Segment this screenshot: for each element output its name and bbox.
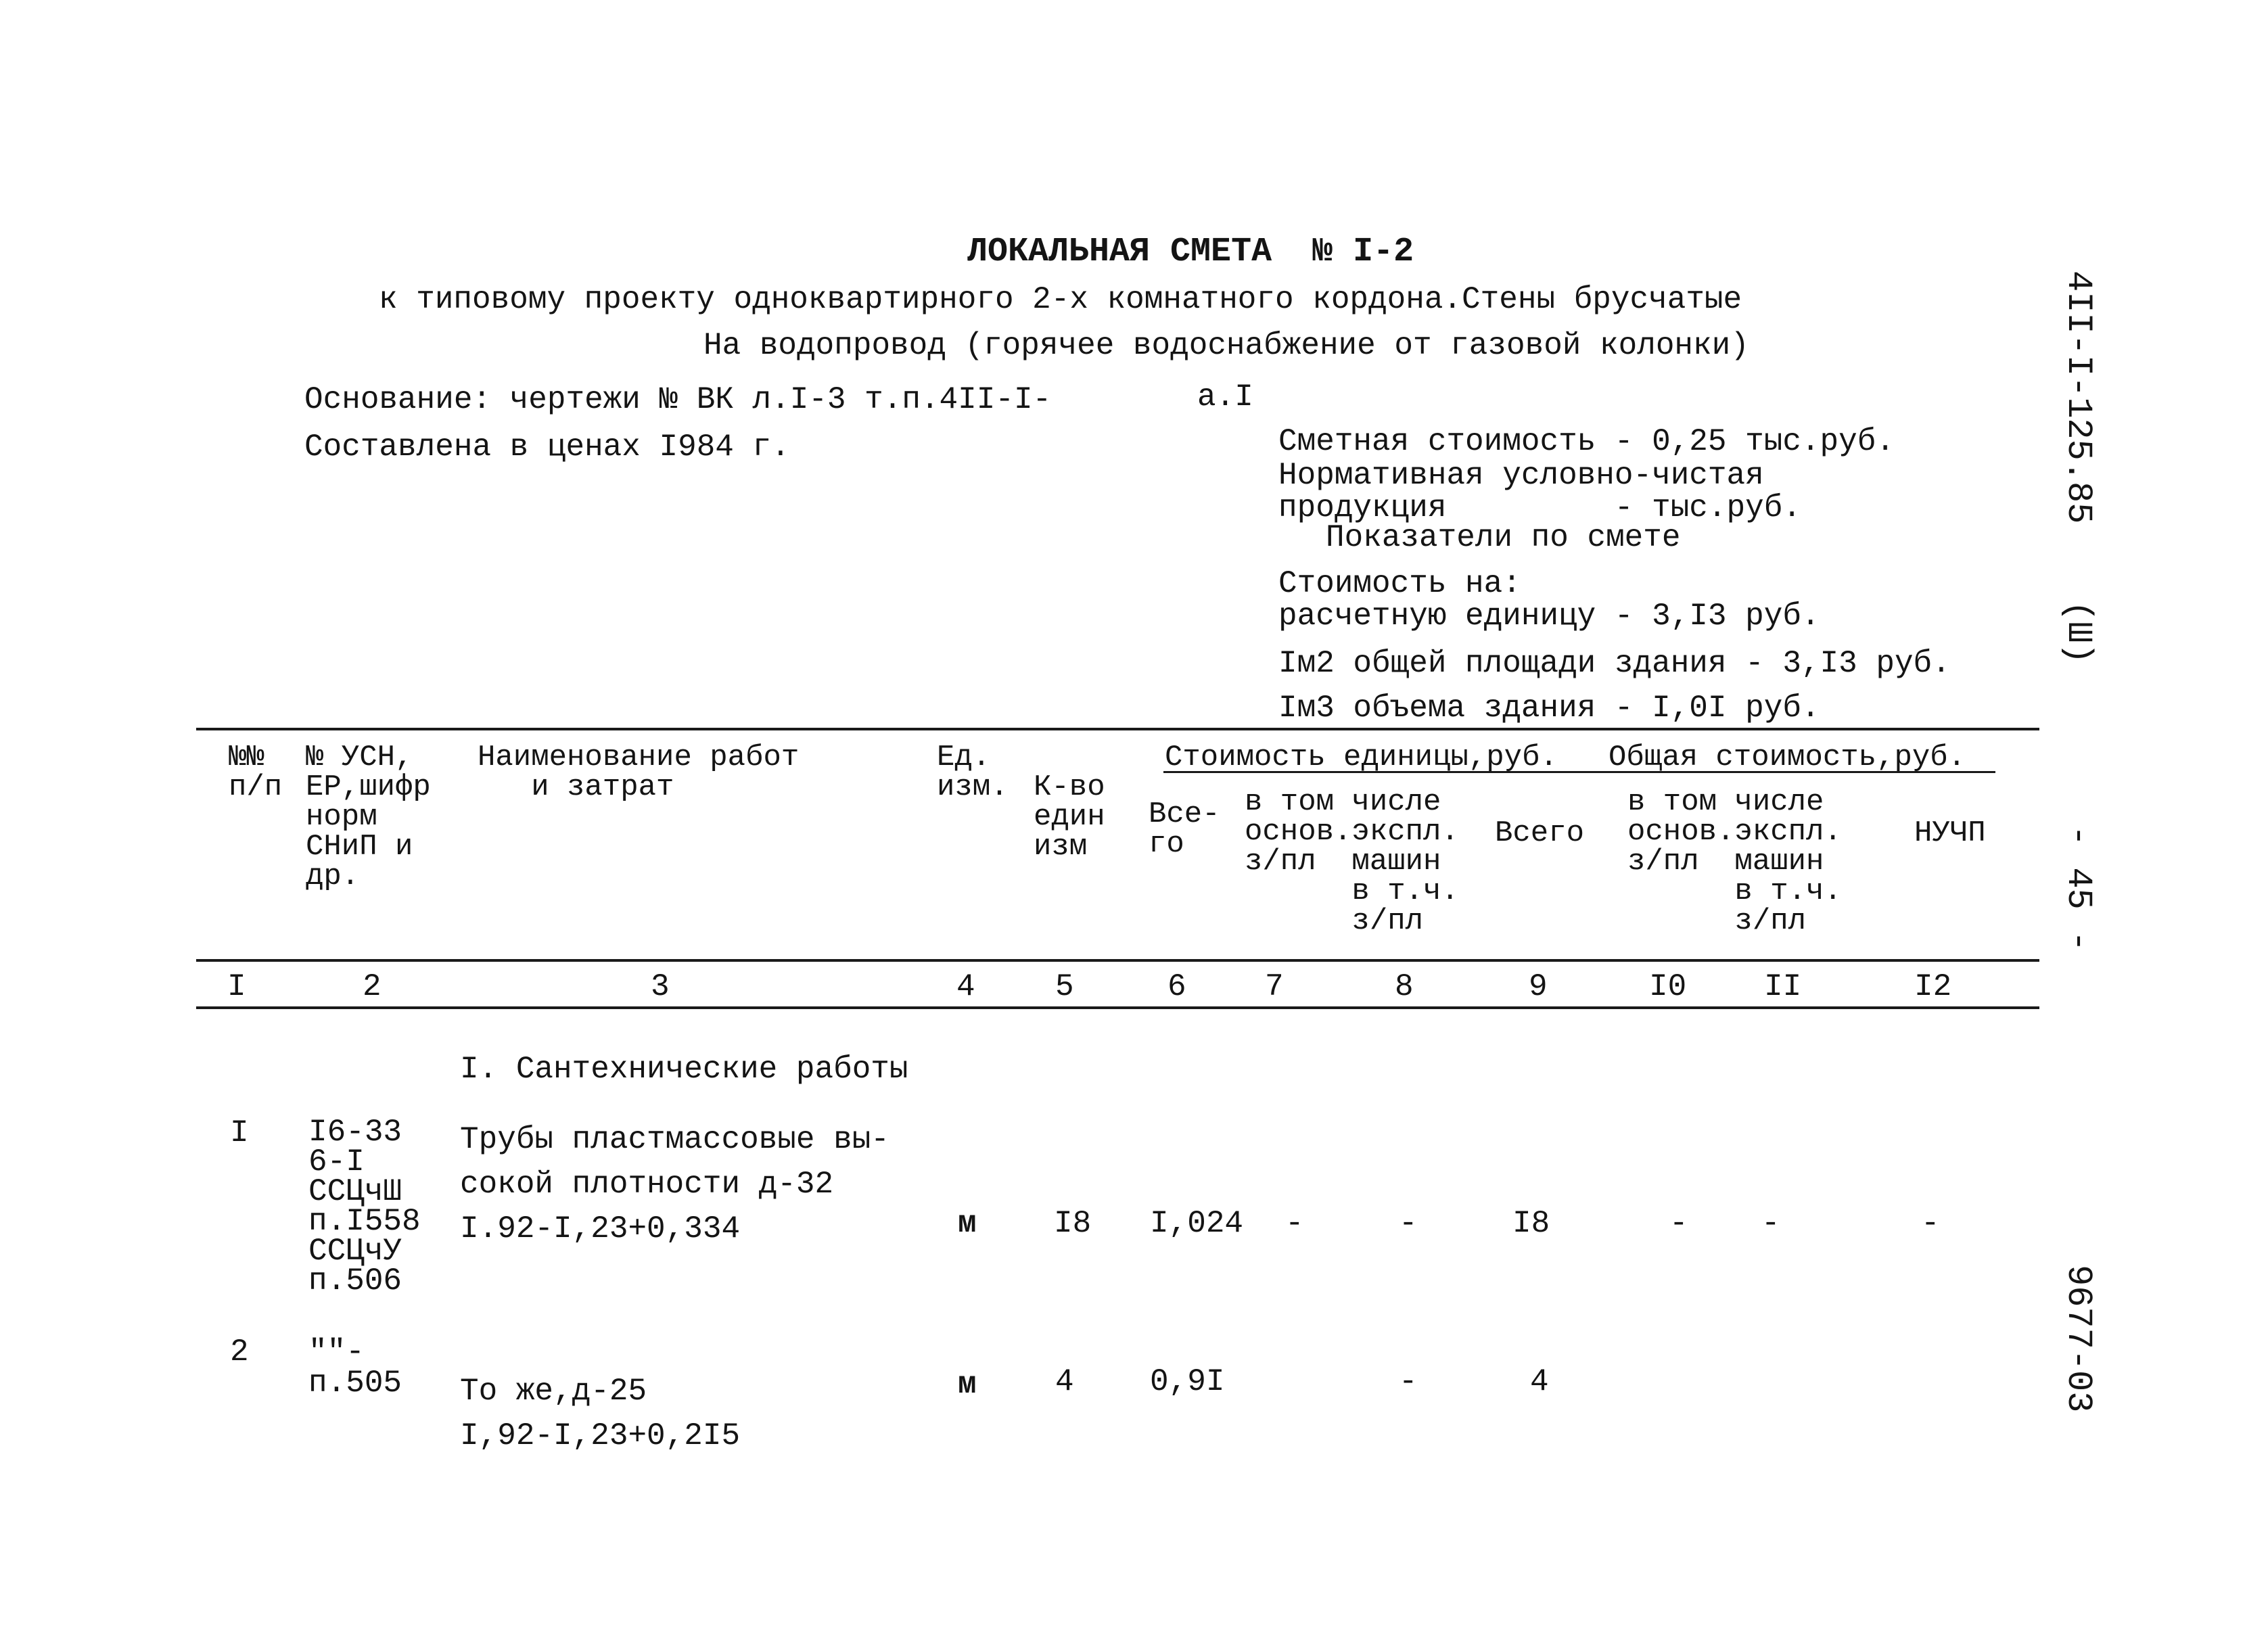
row-unit: м [958, 1367, 977, 1402]
header-unit-cost: Стоимость единицы,руб. [1165, 741, 1558, 774]
header-total-breakdown: в том числе основ.экспл. з/пл машин в т.ч. з/пл [1627, 785, 1842, 938]
estimated-cost: Сметная стоимость - 0,25 тыс.руб. [1278, 424, 1895, 459]
col-number-9: 9 [1529, 969, 1548, 1004]
row-col7: - [1285, 1206, 1304, 1241]
document-part: (Ш) [2058, 601, 2098, 664]
header-row-number: №№ п/п [229, 741, 283, 804]
header-quantity: К-во един изм [1034, 770, 1105, 864]
cost-per-m2: Iм2 общей площади здания - 3,I3 руб. [1278, 646, 1951, 681]
col-number-11: II [1764, 969, 1802, 1004]
col-number-10: I0 [1649, 969, 1687, 1004]
col-number-3: 3 [651, 969, 670, 1004]
cost-on-label: Стоимость на: [1278, 566, 1521, 601]
document-title: ЛОКАЛЬНАЯ СМЕТА № I-2 [967, 233, 1414, 271]
header-unit: Ед. изм. [937, 741, 1009, 804]
cost-per-unit: расчетную единицу - 3,I3 руб. [1278, 599, 1820, 634]
indicators-heading: Показатели по смете [1326, 520, 1681, 555]
row-col12: - [1921, 1206, 1940, 1241]
order-number: 9677-03 [2058, 1265, 2098, 1413]
project-description: к типовому проекту одноквартирного 2-х комнатного кордона.Стены брусчатые [379, 282, 1742, 317]
row-number: I [230, 1115, 249, 1150]
row-total: 4 [1530, 1364, 1549, 1399]
col-number-2: 2 [363, 969, 381, 1004]
row-norm-code: ""- п.505 [308, 1334, 402, 1401]
col-number-8: 8 [1395, 969, 1414, 1004]
header-norm-code: № УСН, ЕР,шифр норм СНиП и др. [306, 741, 431, 893]
row-norm-code: I6-33 6-I ССЦчШ п.I558 ССЦчУ п.506 [308, 1115, 421, 1299]
header-total-cost: Общая стоимость,руб. [1609, 741, 1966, 774]
row-col11: - [1761, 1206, 1780, 1241]
table-top-rule [196, 728, 2039, 730]
normative-product-2: продукция - тыс.руб. [1278, 490, 1801, 526]
header-bottom-rule [196, 959, 2039, 962]
row-col8: - [1399, 1206, 1418, 1241]
row-unit-price: I,024 [1150, 1206, 1244, 1241]
row-unit: м [958, 1206, 977, 1241]
column-numbers-rule [196, 1006, 2039, 1009]
page-number: - 45 - [2058, 825, 2098, 952]
col-number-1: I [227, 969, 246, 1004]
normative-product-1: Нормативная условно-чистая [1278, 458, 1764, 493]
cost-per-m3: Iм3 объема здания - I,0I руб. [1278, 691, 1820, 726]
header-total: Всего [1495, 816, 1585, 850]
header-unit-total: Все- го [1149, 797, 1220, 861]
row-col10: - [1669, 1206, 1688, 1241]
col-number-5: 5 [1055, 969, 1074, 1004]
basis-album: а.I [1197, 379, 1253, 415]
row-number: 2 [230, 1334, 249, 1370]
row-quantity: I8 [1054, 1206, 1092, 1241]
section-heading: I. Сантехнические работы [460, 1052, 908, 1087]
row-quantity: 4 [1055, 1364, 1074, 1399]
row-work-name: Трубы пластмассовые вы- сокой плотности д-32 I.92-I,23+0,334 [460, 1122, 889, 1247]
row-total: I8 [1512, 1206, 1550, 1241]
row-work-name: То же,д-25 I,92-I,23+0,2I5 [460, 1374, 741, 1453]
document-code: 4II-I-125.85 [2058, 271, 2098, 524]
section-description: На водопровод (горячее водоснабжение от газовой колонки) [703, 328, 1749, 363]
header-unit-breakdown: в том числе основ.экспл. з/пл машин в т.ч. з/пл [1245, 785, 1459, 938]
row-unit-price: 0,9I [1150, 1364, 1225, 1399]
col-number-12: I2 [1914, 969, 1952, 1004]
col-number-4: 4 [956, 969, 975, 1004]
col-number-7: 7 [1265, 969, 1284, 1004]
basis-label: Основание: чертежи № ВК л.I-3 т.п.4II-I- [304, 382, 1052, 417]
row-col8: - [1399, 1364, 1418, 1399]
header-nuchp: НУЧП [1914, 816, 1986, 850]
header-work-name: Наименование работ и затрат [478, 741, 800, 804]
col-number-6: 6 [1167, 969, 1186, 1004]
prices-year: Составлена в ценах I984 г. [304, 429, 790, 465]
